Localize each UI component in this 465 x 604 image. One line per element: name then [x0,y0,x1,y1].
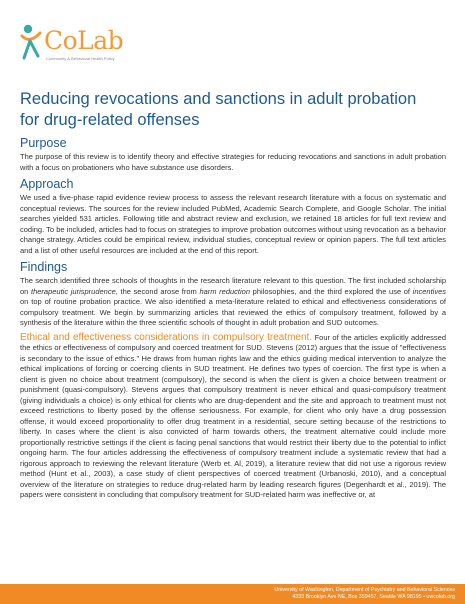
term-incentives: incentives [412,286,447,296]
findings-text-a: The search identified three schools of thoughts in the research literature relevant to this question. The first included scholarship on [20,276,446,296]
approach-text: We used a five-phase rapid evidence review process to assess the relevant research literature with a focus on systematic and conceptual reviews. The sources for the review included PubMed, Academic Search Complete, and Google Scholar. The initial searches yielded 531 articles. Following title and abstract review and exclusion, we retained 18 articles for full text review and coding. To be included, articles had to focus on strategies to improve probation outcomes without using revocation as a behavior change strategy. Articles could be empirical review, individual studies, conceptual review or opinion papers. The full text articles and a list of other useful resources are included at the end of this report. [20,193,446,255]
colab-logo [20,22,130,70]
term-harm-reduction: harm reduction [199,286,251,296]
document-body [20,136,446,505]
footer-line-1: University of Washington, Department of Psychiatry and Behavioral Sciences [274,587,455,593]
logo-wordmark: CoLab [44,26,124,55]
approach-heading: Approach [20,177,74,191]
ethics-paragraph [20,333,446,501]
ethics-text: Four of the articles explicitly addressed the ethics or effectiveness of compulsory and coerced treatment for SUD. Stevens (2012) argues that the issue of "effectiveness is secondary to the issue of ethics." He draws from human rights law and the ethics guiding medical intervention to analyze the ethical implications of forcing or coercing clients in SUD treatment. He defines two types of coercion. The first type is when a client is given no choice about treatment (compulsory), the second is when the client is given a choice between treatment or punishment (quasi-compulsory). Stevens argues that compulsory treatment is never ethical and quasi-compulsory treatment (giving individuals a choice) is only ethical for clients who are drug-dependent and the site and approach to treatment must not exceed restrictions to liberty posed by the offense seriousness. For example, for client who only have a drug possession offense, it would exceed proportionality to offer drug treatment in a residential, secure setting because of the restrictions to liberty. In cases where the client is also convicted of harm towards others, the treatment alternative could include more proportionally restrictive settings if the client is facing penal sanctions that would restrict their liberty due to the potential to inflict ongoing harm. The four articles addressing the effectiveness of compulsory treatment include a systematic review that had a rigorous approach to reviewing the relevant literature (Werb et. Al, 2019), a literature review that did not use a rigorous review method (Hunt et al., 2003), a case study of client perspectives of coerced treatment (Urbanoski, 2010), and a conceptual overview of the literature on strategies to reduce drug-related harm by leading research figures (Degenhardt et al., 2019). The papers were consistent in concluding that compulsory treatment for SUD-related harm was ineffective or, at [20,332,446,499]
findings-text-c: philosophies, and the third explored the use of [250,286,413,296]
logo-tagline: Community & Behavioral Health Policy [46,56,115,61]
findings-heading: Findings [20,260,68,274]
page-footer [0,584,465,604]
purpose-heading: Purpose [20,136,67,150]
term-therapeutic-jurisprudence: therapeutic jurisprudence [30,286,116,296]
findings-text [20,276,446,329]
purpose-text: The purpose of this review is to identify theory and effective strategies for reducing revocations and sanctions in adult probation with a focus on probationers who have substance use disorders. [20,152,446,172]
person-figure-icon [20,22,44,62]
findings-text-b: , the second arose from [115,286,200,296]
footer-line-2: 4333 Brooklyn Ave NE, Box 359457, Seattle WA 98195 • uwcolab.org [292,594,455,600]
findings-text-d: on top of routine probation practice. We also identified a meta-literature related to ethical and effectiveness considerations of compulsory treatment. We begin by summarizing articles that reviewed the ethics of compulsory treatment, followed by a synthesis of the literature within the three scientific schools of thought in adult probation and SUD outcomes. [20,297,446,327]
document-title: Reducing revocations and sanctions in adult probation for drug-related offenses [20,90,417,129]
ethics-heading: Ethical and effectiveness considerations in compulsory treatment. [20,331,313,343]
